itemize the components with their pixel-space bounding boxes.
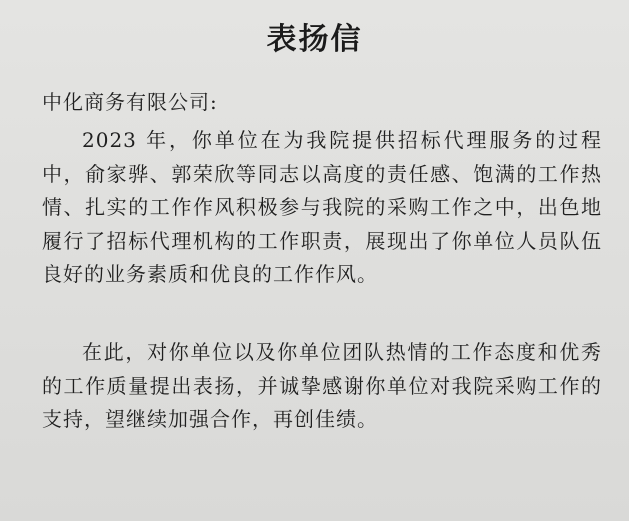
letter-paragraph-2: 在此，对你单位以及你单位团队热情的工作态度和优秀的工作质量提出表扬，并诚挚感谢你单位对我院采购工作的支持，望继续加强合作，再创佳绩。 [42,340,602,431]
letter-salutation: 中化商务有限公司: [42,90,218,114]
letter-paragraph-1: 2023 年，你单位在为我院提供招标代理服务的过程中，俞家骅、郭荣欣等同志以高度的责任感、饱满的工作热情、扎实的工作作风积极参与我院的采购工作之中，出色地履行了招标代理机构的工作职责，展现出了你单位人员队伍良好的业务素质和优良的工作作风。 [42,128,602,286]
letter-title: 表扬信 [266,22,363,57]
